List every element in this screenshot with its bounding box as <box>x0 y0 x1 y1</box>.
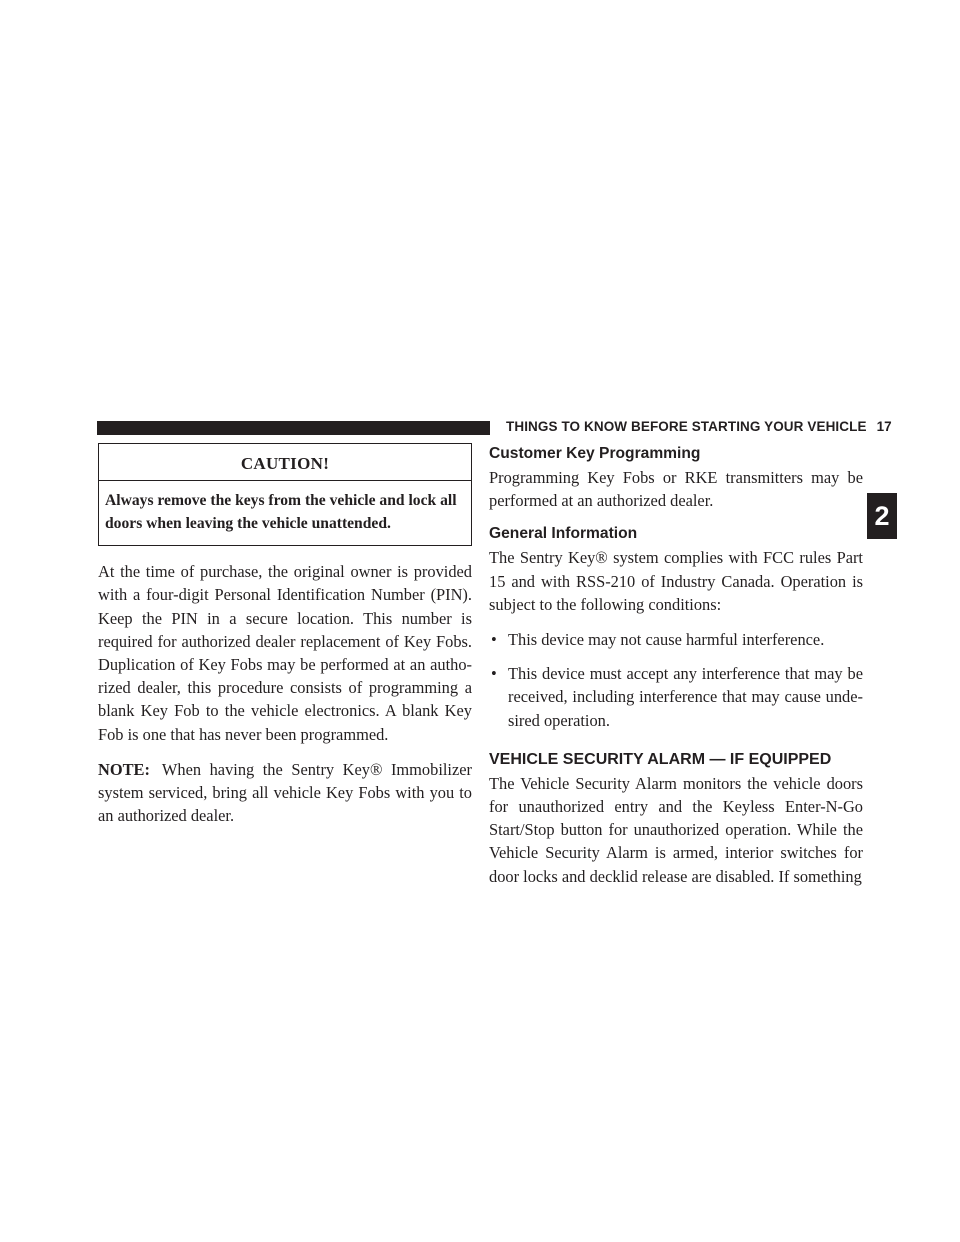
list-item: • This device may not cause harmful interference. <box>489 628 863 651</box>
heading-customer-key-programming: Customer Key Programming <box>489 445 701 462</box>
header-title: THINGS TO KNOW BEFORE STARTING YOUR VEHICLE <box>506 419 867 434</box>
header-rule-bar <box>97 421 490 435</box>
right-column <box>489 443 863 900</box>
pin-paragraph: At the time of purchase, the original owner is provided with a four-digit Personal Identification Number (PIN). Keep the PIN in a secure location. This number is required for authorized dealer replacement of Key Fobs. Duplication of Key Fobs may be performed at an autho-rized dealer, this procedure consists of programming a blank Key Fob to the vehicle electronics. A blank Key Fob is one that has never been programmed. <box>98 562 472 744</box>
chapter-tab <box>867 493 897 539</box>
heading-general-information: General Information <box>489 525 638 543</box>
note-paragraph <box>98 758 472 828</box>
alarm-paragraph: The Vehicle Security Alarm monitors the vehicle doors for unauthorized entry and the Keyless Enter-N-Go Start/Stop button for unauthorized operation. While the Vehicle Security Alarm is armed, interior switches for door locks and decklid release are disabled. If something <box>489 773 863 886</box>
caution-title: CAUTION! <box>99 444 471 481</box>
caution-box <box>98 443 472 546</box>
heading-vehicle-security-alarm: VEHICLE SECURITY ALARM — IF EQUIPPED <box>489 750 832 768</box>
conditions-list <box>489 628 863 732</box>
note-text: When having the Sentry Key® Immobilizer system serviced, bring all vehicle Key Fobs with you to an authorized dealer. <box>98 759 472 826</box>
running-header <box>506 419 892 434</box>
left-column <box>98 443 472 839</box>
chapter-number: 2 <box>874 500 890 531</box>
list-item: • This device must accept any interference that may be received, including interference that may cause unde-sired operation. <box>489 662 863 732</box>
customer-key-paragraph: Programming Key Fobs or RKE transmitters may be performed at an authorized dealer. <box>489 468 863 511</box>
general-info-paragraph: The Sentry Key® system complies with FCC rules Part 15 and with RSS-210 of Industry Canada. Operation is subject to the following conditions: <box>489 548 863 614</box>
page-number: 17 <box>876 419 892 434</box>
note-label: NOTE: <box>98 759 150 779</box>
caution-text: Always remove the keys from the vehicle and lock all doors when leaving the vehicle unattended. <box>105 492 457 533</box>
